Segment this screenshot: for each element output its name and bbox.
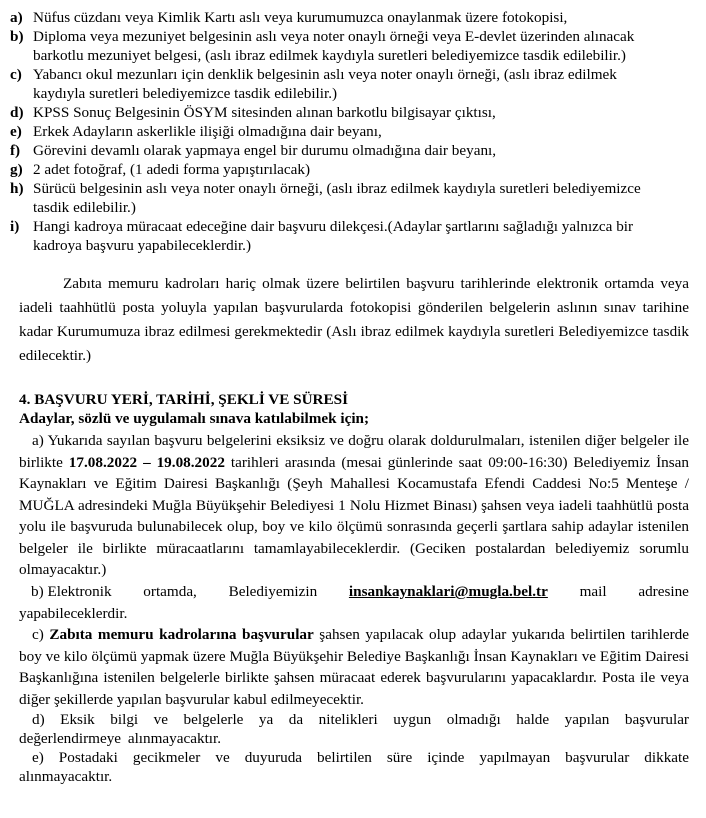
list-item-text — [33, 103, 690, 122]
list-item — [10, 122, 690, 141]
list-item-line: 2 adet fotoğraf, (1 adedi forma yapıştırılacak) — [33, 161, 311, 178]
item-a-text: a) Yukarıda sayılan başvuru belgelerini eksiksiz ve doğru olarak doldurulmaları, istenilen diğer belgeler ile birlikte — [19, 432, 689, 471]
item-a-paragraph — [19, 430, 689, 581]
list-item — [10, 160, 690, 179]
requirements-list — [10, 8, 690, 255]
email-link[interactable]: insankaynaklari@mugla.bel.tr — [348, 583, 548, 600]
item-d-paragraph: d) Eksik bilgi ve belgelerle ya da nitelikleri uygun olmadığı halde yapılan başvurular değerlendirmeye alınmayacaktır. — [19, 711, 689, 747]
item-b-paragraph — [19, 582, 689, 623]
list-item-line: Nüfus cüzdanı veya Kimlik Kartı aslı veya kurumumuzca onaylanmak üzere fotokopisi, — [33, 9, 568, 26]
item-b-word: mail — [579, 583, 607, 600]
list-marker: b) — [10, 28, 24, 45]
list-item — [10, 65, 690, 103]
list-item-text — [33, 65, 690, 103]
item-c-paragraph — [19, 624, 689, 710]
list-marker: e) — [10, 123, 22, 140]
item-b-continuation: yapabileceklerdir. — [19, 605, 128, 622]
item-c-text: şahsen yapılacak olup adaylar yukarıda belirtilen tarihlerde boy ve kilo ölçümü yapmak üzere Muğla Büyükşehir Belediye Başkanlığı İnsan Kaynakları ve Eğitim Dairesi Başkanlığına istenilen belgelerle birlikte şahsen müracaat ederek başvurularını yapacaklardır. Posta ile veya diğer şekillerde yapılan başvurular kabul edilmeyecektir. — [19, 626, 689, 708]
list-item-line: Diploma veya mezuniyet belgesinin aslı veya noter onaylı örneği veya E-devlet üzerinden alınacak — [33, 28, 635, 45]
list-item-line: kadroya başvuru yapabileceklerdir.) — [33, 237, 252, 254]
list-item — [10, 141, 690, 160]
list-item-text — [33, 141, 690, 160]
list-item-text — [33, 27, 690, 65]
list-item-text — [33, 217, 690, 255]
item-c-marker: c) — [32, 626, 50, 643]
zabita-heading: Zabıta memuru kadrolarına başvurular — [49, 626, 314, 643]
application-dates: 17.08.2022 – 19.08.2022 — [68, 453, 225, 471]
list-item — [10, 103, 690, 122]
item-b-word: Belediyemizin — [228, 583, 318, 600]
list-marker: h) — [10, 180, 24, 197]
list-item — [10, 217, 690, 255]
list-marker: g) — [10, 161, 23, 178]
item-b-word: b) Elektronik — [31, 583, 112, 600]
list-item-line: barkotlu mezuniyet belgesi, (aslı ibraz edilmek kaydıyla suretleri belediyemizce tasdik edilebilir.) — [33, 47, 626, 64]
list-marker: c) — [10, 66, 22, 83]
list-marker: d) — [10, 104, 24, 121]
list-item-text — [33, 8, 690, 27]
item-b-line — [19, 582, 689, 601]
list-item-text — [33, 160, 690, 179]
list-item-text — [33, 122, 690, 141]
item-e-paragraph: e) Postadaki gecikmeler ve duyuruda belirtilen süre içinde yapılmayan başvurular dikkate alınmayacaktır. — [19, 749, 689, 785]
list-item-line: Hangi kadroya müracaat edeceğine dair başvuru dilekçesi.(Adaylar şartlarını sağladığı yalnızca bir — [33, 218, 634, 235]
list-item-line: Sürücü belgesinin aslı veya noter onaylı örneği, (aslı ibraz edilmek kaydıyla suretleri belediyemizce — [33, 180, 641, 197]
section-heading: 4. BAŞVURU YERİ, TARİHİ, ŞEKLİ VE SÜRESİ — [19, 391, 349, 408]
list-item — [10, 179, 690, 217]
list-item-line: Erkek Adayların askerlikle ilişiği olmadığına dair beyanı, — [33, 123, 382, 140]
list-item — [10, 27, 690, 65]
section-subheading: Adaylar, sözlü ve uygulamalı sınava katılabilmek için; — [19, 410, 370, 427]
note-paragraph: Zabıta memuru kadroları hariç olmak üzere belirtilen başvuru tarihlerinde elektronik ortamda veya iadeli taahhütlü posta yoluyla yapılan başvurularda fotokopisi gönderilen belgelerin aslının sınav tarihine kadar Kurumumuza ibraz edilmesi gerekmektedir (Aslı ibraz edilmek kaydıyla suretleri Belediyemizce tasdik edilecektir.) — [19, 275, 689, 364]
list-marker: a) — [10, 9, 23, 26]
list-item-line: kaydıyla suretleri belediyemizce tasdik edilebilir.) — [33, 85, 338, 102]
list-item — [10, 8, 690, 27]
list-item-text — [33, 179, 690, 217]
item-b-word: adresine — [638, 583, 689, 600]
list-marker: i) — [10, 218, 20, 235]
item-b-word: ortamda, — [143, 583, 197, 600]
list-marker: f) — [10, 142, 21, 159]
list-item-line: KPSS Sonuç Belgesinin ÖSYM sitesinden alınan barkotlu bilgisayar çıktısı, — [33, 104, 496, 121]
list-item-line: Görevini devamlı olarak yapmaya engel bir durumu olmadığına dair beyanı, — [33, 142, 497, 159]
list-item-line: Yabancı okul mezunları için denklik belgesinin aslı veya noter onaylı örneği, (aslı ibraz edilmek — [33, 66, 617, 83]
item-a-text-cont: tarihleri arasında (mesai günlerinde saat 09:00-16:30) Belediyemiz İnsan Kaynakları ve Eğitim Dairesi Başkanlığı (Şeyh Mahallesi Kocamustafa Efendi Caddesi No:5 Menteşe / MUĞLA adresindeki Muğla Büyükşehir Belediyesi 1 Nolu Hizmet Binası) şahsen veya iadeli taahhütlü posta yolu ile başvuruda bulunabilecek olup, boy ve kilo ölçümü sonrasında geçerli şartlara sahip adaylar istenilen belgeler ile birlikte müracaatlarını tamamlayabileceklerdir. (Geciken postalardan belediyemiz sorumlu olmayacaktır.) — [19, 453, 689, 578]
list-item-line: tasdik edilebilir.) — [33, 199, 136, 216]
